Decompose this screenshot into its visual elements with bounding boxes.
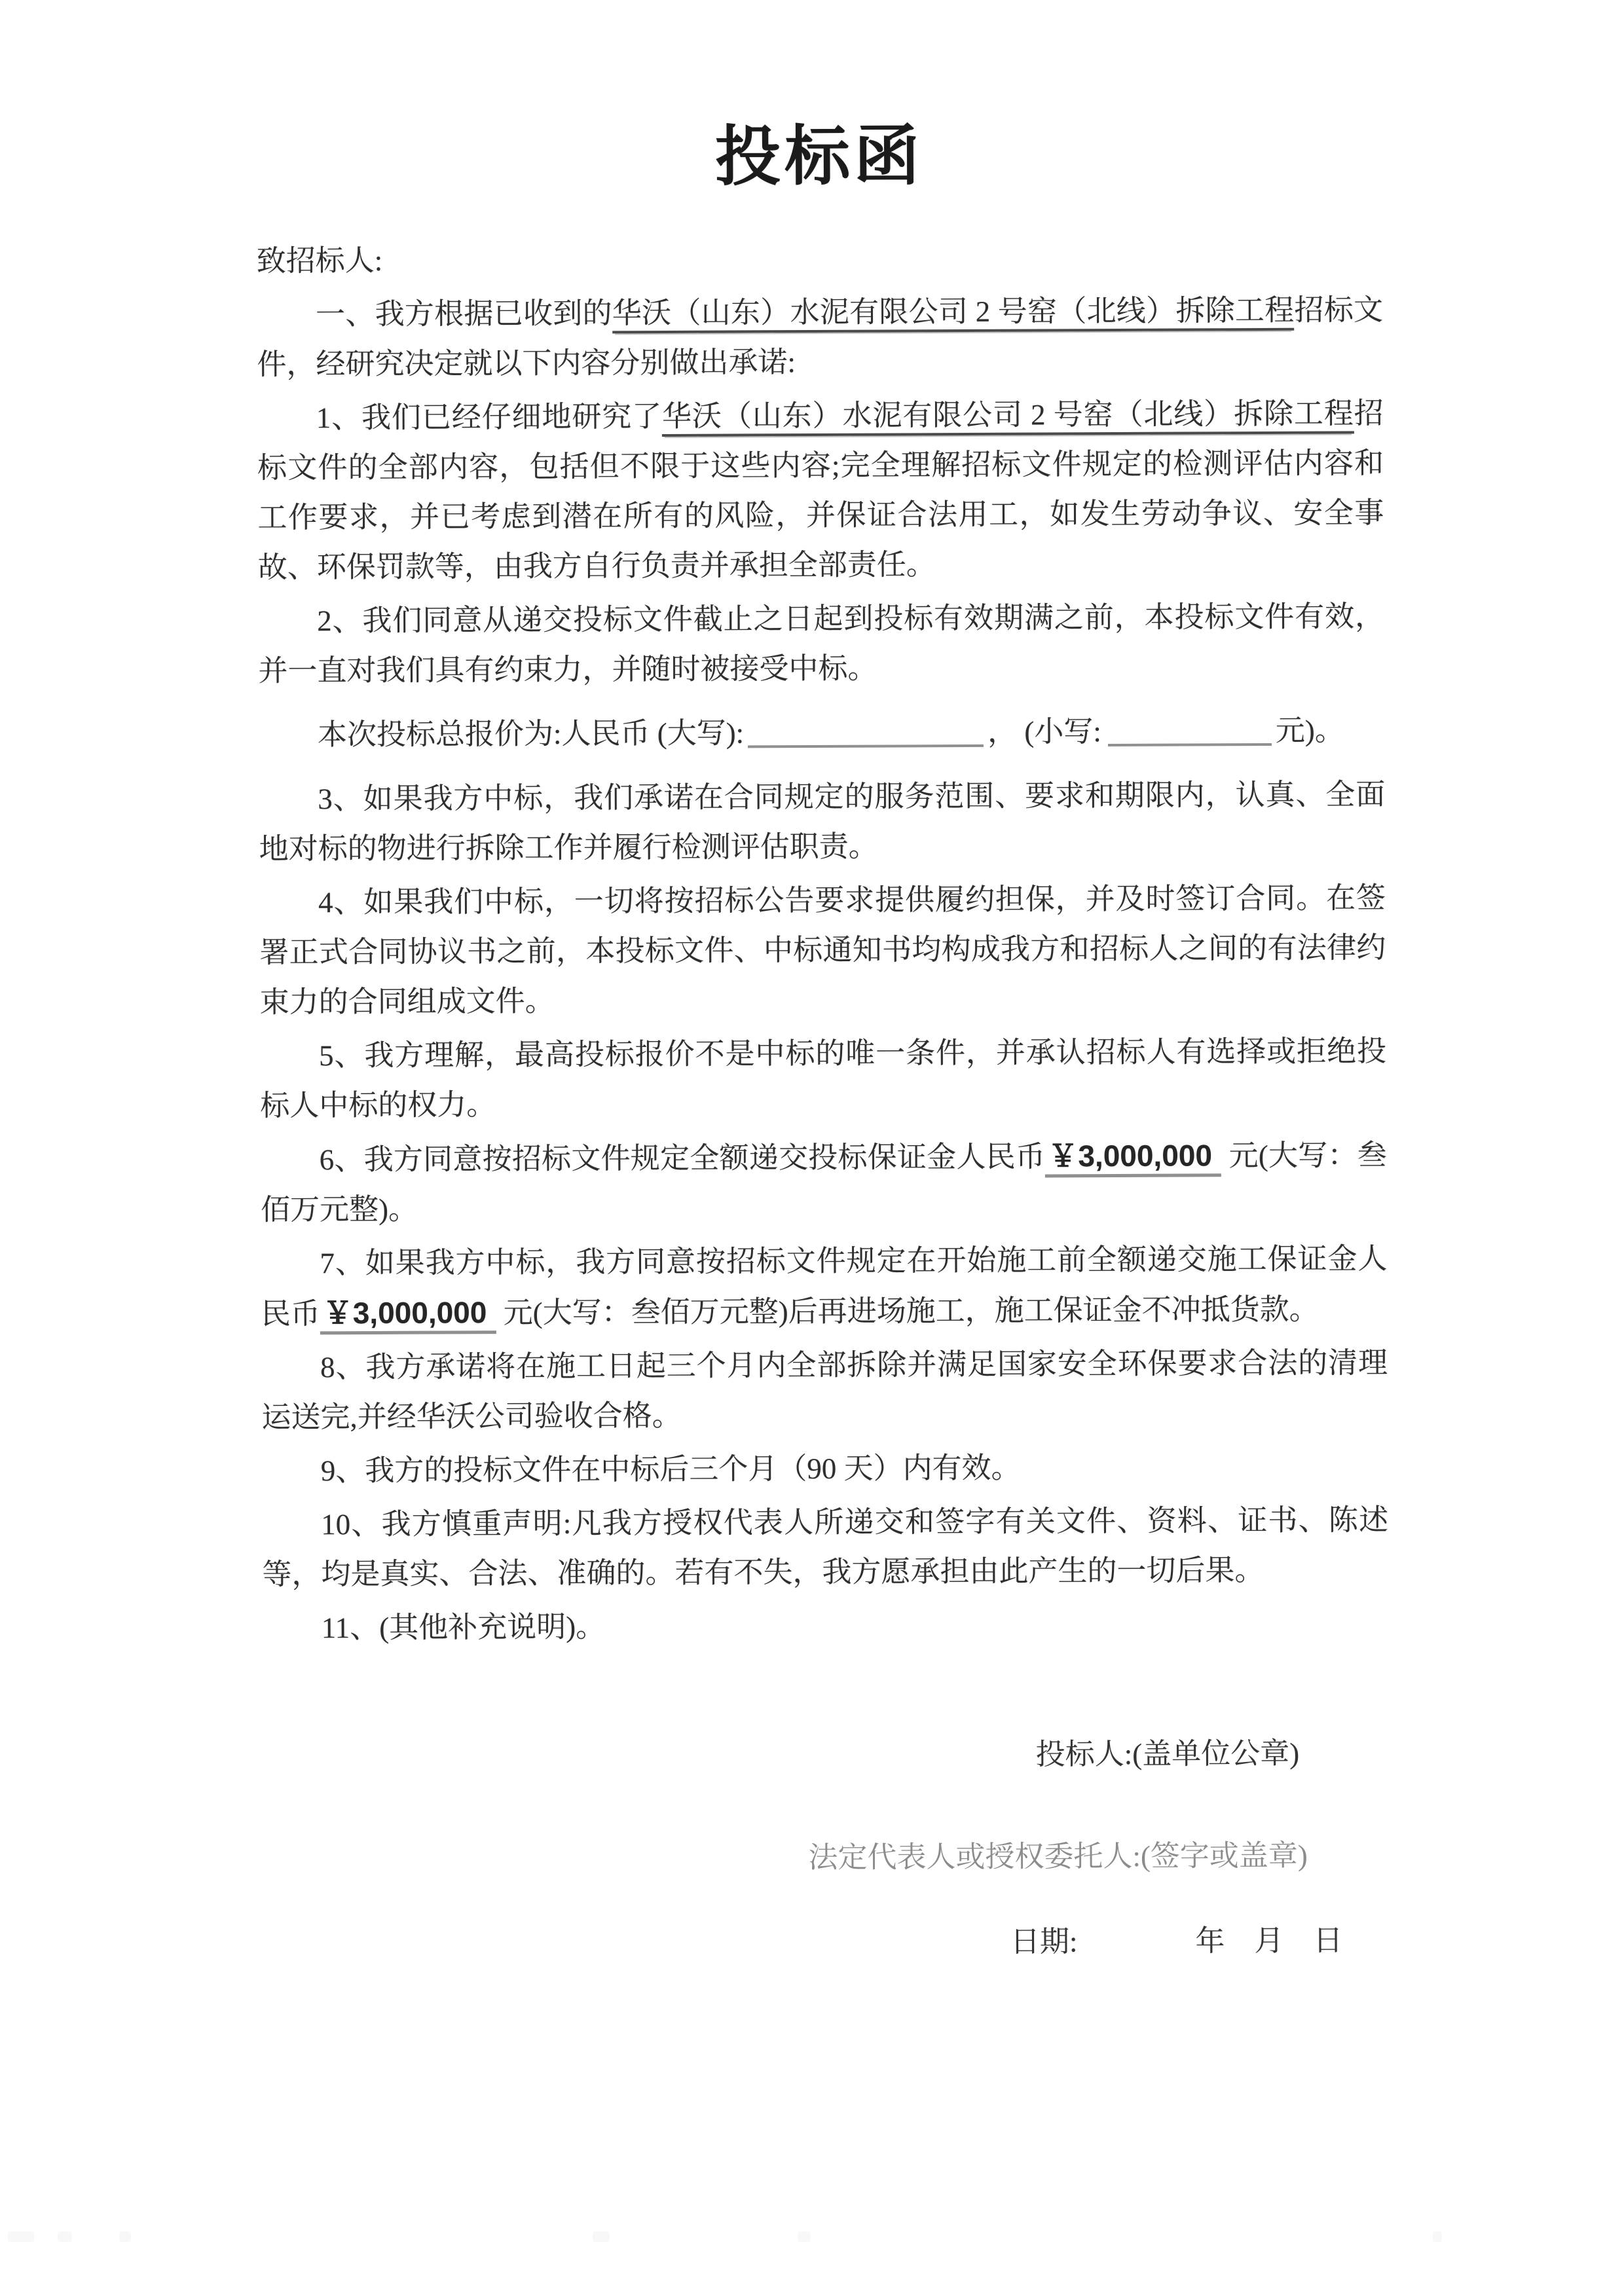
price-pre-text: 本次投标总报价为:人民币 (大写): (317, 716, 745, 752)
clause-6-post-text: 元(大写：叁佰万元整)。 (260, 1139, 1387, 1226)
paragraph-6 (261, 1129, 1388, 1235)
clause-1-project-name-underlined: 华沃（山东）水泥有限公司 2 号窑（北线）拆除工程 (662, 397, 1354, 437)
clause-1-post-text: 招标文件的全部内容，包括但不限于这些内容;完全理解招标文件规定的检测评估内容和工作要求，并已考虑到潜在所有的风险，并保证合法用工，如发生劳动争议、安全事故、环保罚款等，由我方自行负责并承担全部责任。 (257, 397, 1384, 584)
price-uppercase-blank (748, 718, 984, 748)
price-mid-text: ， (小写: (987, 715, 1101, 748)
scan-artifacts (0, 2228, 1624, 2247)
clause-1-pre-text: 1、我们已经仔细地研究了 (316, 400, 663, 435)
price-line (259, 705, 1385, 760)
paragraph-8: 8、我方承诺将在施工日起三个月内全部拆除并满足国家安全环保要求合法的清理运送完,并经华沃公司验收合格。 (261, 1346, 1388, 1434)
scan-smudge (798, 2231, 811, 2242)
clause-7-post-text: 元(大写：叁佰万元整)后再进场施工，施工保证金不冲抵货款。 (496, 1293, 1319, 1330)
paragraph-2: 2、我们同意从递交投标文件截止之日起到投标有效期满之前，本投标文件有效，并一直对我们具有约束力，并随时被接受中标。 (258, 600, 1385, 688)
clause-7-pre-text: 7、如果我方中标，我方同意按招标文件规定在开始施工前全额递交施工保证金人民币 (261, 1242, 1388, 1331)
paragraph-11: 11、(其他补充说明)。 (321, 1610, 606, 1645)
signature-date-line: 日期: 年 月 日 (1010, 1924, 1343, 1958)
paragraph-4: 4、如果我们中标，一切将按招标公告要求提供履约担保，并及时签订合同。在签署正式合同协议书之前，本投标文件、中标通知书均构成我方和招标人之间的有法律约束力的合同组成文件。 (259, 881, 1386, 1019)
intro-post-text: 招标文件，经研究决定就以下内容分别做出承诺: (257, 293, 1384, 381)
intro-pre-text: 一、我方根据已收到的 (315, 297, 612, 331)
paragraph-5: 5、我方理解，最高投标报价不是中标的唯一条件，并承认招标人有选择或拒绝投标人中标的权力。 (260, 1035, 1387, 1122)
project-name-underlined: 华沃（山东）水泥有限公司 2 号窑（北线）拆除工程 (612, 294, 1295, 334)
paragraph-9: 9、我方的投标文件在中标后三个月（90 天）内有效。 (320, 1451, 1021, 1488)
scan-smudge (58, 2231, 72, 2242)
signature-bidder-line: 投标人:(盖单位公章) (1035, 1736, 1300, 1771)
scan-smudge (119, 2231, 131, 2242)
paragraph-3: 3、如果我方中标，我们承诺在合同规定的服务范围、要求和期限内，认真、全面地对标的物进行拆除工作并履行检测评估职责。 (259, 778, 1386, 866)
scan-smudge (1433, 2231, 1442, 2242)
paragraph-7 (261, 1234, 1388, 1339)
salutation: 致招标人: (256, 244, 383, 278)
paragraph-intro (257, 285, 1384, 390)
clause-6-pre-text: 6、我方同意按招标文件规定全额递交投标保证金人民币 (319, 1140, 1046, 1177)
document-title: 投标函 (714, 120, 924, 194)
signature-legal-rep-line: 法定代表人或授权委托人:(签字或盖章) (808, 1839, 1308, 1875)
price-post-text: 元)。 (1275, 714, 1344, 747)
scan-smudge (593, 2231, 610, 2242)
price-lowercase-blank (1108, 717, 1272, 746)
paragraph-10: 10、我方慎重声明:凡我方授权代表人所递交和签字有关文件、资料、证书、陈述等，均是真实、合法、准确的。若有不失，我方愿承担由此产生的一切后果。 (262, 1503, 1389, 1591)
scan-smudge (8, 2231, 34, 2242)
paragraph-1 (257, 388, 1384, 593)
construction-bond-amount: ￥3,000,000 (320, 1295, 496, 1334)
bid-bond-amount: ￥3,000,000 (1045, 1138, 1221, 1177)
